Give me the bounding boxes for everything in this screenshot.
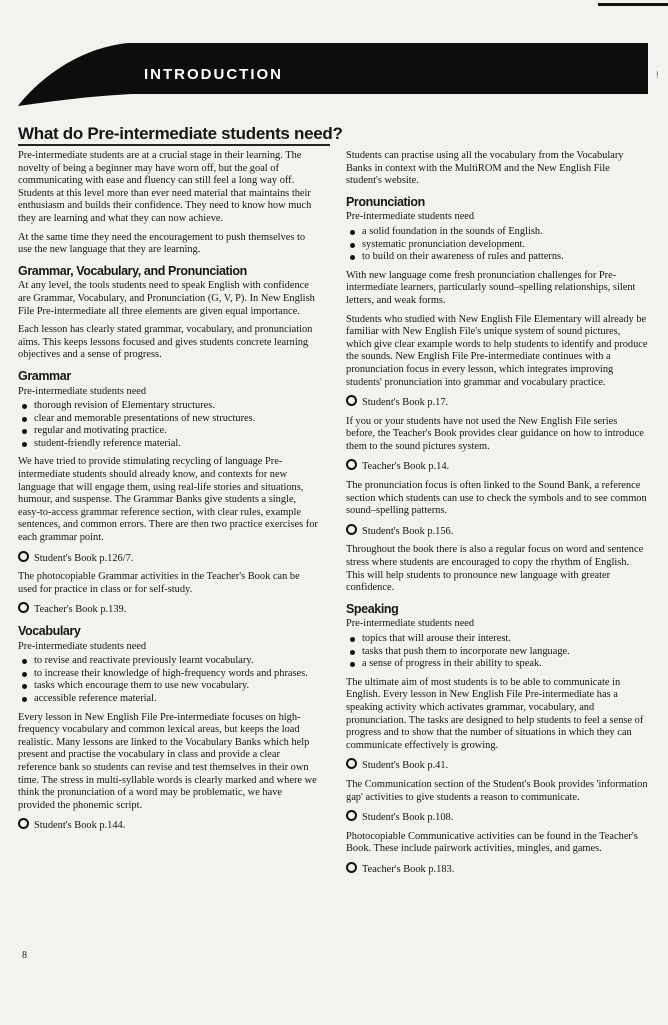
pronunciation-list xyxy=(346,226,648,264)
reference-line xyxy=(18,602,318,617)
pronunciation-paragraph-1: With new language come fresh pronunciation challenges for Pre-intermediate learners, particularly sound–spelling relationships, silent letters, and weak forms. xyxy=(346,269,636,306)
list-item: student-friendly reference material. xyxy=(34,438,318,451)
list-item: topics that will arouse their interest. xyxy=(362,633,648,646)
reference-icon xyxy=(18,551,29,562)
speaking-paragraph-1: The ultimate aim of most students is to be able to communicate in English. Every lesson in New English File Pre-intermediate has a speaking activity which activates grammar, vocabulary, and pronunciation. The tasks are designed to help students to feel a sense of progress and to show that the number of situations in which they can communicate effectively is growing. xyxy=(346,676,644,751)
side-mark: ! xyxy=(656,70,659,80)
list-item: thorough revision of Elementary structures. xyxy=(34,400,318,413)
list-item: tasks that push them to incorporate new language. xyxy=(362,646,648,659)
list-item: accessible reference material. xyxy=(34,693,318,706)
grammar-need: Pre-intermediate students need xyxy=(18,385,147,397)
pronunciation-need: Pre-intermediate students need xyxy=(346,211,475,223)
vocabulary-paragraph: Every lesson in New English File Pre-intermediate focuses on high-frequency vocabulary and common lexical areas, but keeps the load realistic. Many lessons are linked to the Vocabulary Banks which help present and practise the vocabulary in class and provide a clear reference bank so students can revise and test themselves in their own time. The stress in multi-syllable words is clearly marked and where we think the pronunciation of a word may be problematic, we have provided the phonemic script. xyxy=(18,711,317,811)
left-column xyxy=(18,150,318,839)
gvp-paragraph-2: Each lesson has clearly stated grammar, vocabulary, and pronunciation aims. This keeps lessons focused and gives students concrete learning objectives and a sense of progress. xyxy=(18,324,313,361)
pronunciation-heading: Pronunciation xyxy=(346,194,425,209)
intro-paragraph-1: Pre-intermediate students are at a crucial stage in their learning. The novelty of being a beginner may have worn off, but the goal of communicating with ease and fluency can still feel a long way off. Students at this level more than ever need material that maintains their enthusiasm and builds their confidence. They need to know how much they are learning and what they can now achieve. xyxy=(18,150,312,224)
grammar-heading: Grammar xyxy=(18,368,71,383)
vocabulary-need: Pre-intermediate students need xyxy=(18,640,147,652)
list-item: clear and memorable presentations of new structures. xyxy=(34,413,318,426)
vocabulary-list xyxy=(18,655,318,705)
reference-line xyxy=(346,459,648,474)
reference-icon xyxy=(346,758,357,769)
list-item: a sense of progress in their ability to speak. xyxy=(362,658,648,671)
pronunciation-paragraph-5: Throughout the book there is also a regular focus on word and sentence stress where students are encouraged to copy the rhythm of English. This will help students to pronounce new language with greater confidence. xyxy=(346,544,644,594)
list-item: a solid foundation in the sounds of English. xyxy=(362,226,648,239)
gvp-paragraph-1: At any level, the tools students need to speak English with confidence are Grammar, Vocabulary, and Pronunciation (G, V, P). In New English File Pre-intermediate all three elements are given equal importance. xyxy=(18,280,315,317)
reference-icon xyxy=(346,862,357,873)
speaking-paragraph-2: The Communication section of the Student's Book provides 'information gap' activities to give students a reason to communicate. xyxy=(346,778,648,803)
reference-text: Student's Book p.17. xyxy=(362,397,449,409)
corner-mark xyxy=(598,3,668,6)
reference-text: Student's Book p.108. xyxy=(362,812,454,824)
reference-line xyxy=(346,758,648,773)
pronunciation-paragraph-2: Students who studied with New English File Elementary will already be familiar with New English File's unique system of sound pictures, which give clear example words to help students to identify and produce the sounds. New English File Pre-intermediate continues with a pronunciation focus in every lesson, which integrates improving students' pronunciation into grammar and vocabulary practice. xyxy=(346,313,648,388)
reference-icon xyxy=(18,602,29,613)
page-heading: What do Pre-intermediate students need? xyxy=(18,124,343,143)
heading-rule xyxy=(18,144,330,146)
reference-text: Teacher's Book p.183. xyxy=(362,863,455,875)
list-item: systematic pronunciation development. xyxy=(362,239,648,252)
reference-text: Student's Book p.144. xyxy=(34,820,126,832)
grammar-paragraph-2: The photocopiable Grammar activities in the Teacher's Book can be used for practice in class or for self-study. xyxy=(18,571,300,595)
reference-text: Student's Book p.41. xyxy=(362,760,449,772)
gvp-heading: Grammar, Vocabulary, and Pronunciation xyxy=(18,263,247,278)
speaking-need: Pre-intermediate students need xyxy=(346,618,475,630)
banner-shape xyxy=(18,43,648,106)
reference-icon xyxy=(346,459,357,470)
speaking-list xyxy=(346,633,648,671)
reference-text: Teacher's Book p.14. xyxy=(362,461,450,473)
list-item: to revise and reactivate previously learnt vocabulary. xyxy=(34,655,318,668)
grammar-paragraph-1: We have tried to provide stimulating recycling of language Pre-intermediate students should already know, and contexts for new language that will engage them, using real-life stories and situations, humour, and suspense. The Grammar Banks give students a single, easy-to-access grammar reference section, with clear rules, example sentences, and common errors. There are then two practice exercises for each grammar point. xyxy=(18,456,318,544)
reference-icon xyxy=(346,524,357,535)
pronunciation-paragraph-4: The pronunciation focus is often linked to the Sound Bank, a reference section which students can use to check the symbols and to see common sound–spelling patterns. xyxy=(346,480,647,517)
reference-icon xyxy=(18,818,29,829)
reference-line xyxy=(18,551,318,566)
reference-text: Student's Book p.156. xyxy=(362,525,454,537)
reference-icon xyxy=(346,395,357,406)
reference-text: Student's Book p.126/7. xyxy=(34,552,134,564)
page-number: 8 xyxy=(22,950,27,961)
list-item: regular and motivating practice. xyxy=(34,425,318,438)
list-item: to increase their knowledge of high-frequency words and phrases. xyxy=(34,668,318,681)
reference-line xyxy=(346,810,648,825)
list-item: to build on their awareness of rules and patterns. xyxy=(362,251,648,264)
intro-paragraph-2: At the same time they need the encouragement to push themselves to use the new language that they are learning. xyxy=(18,231,306,256)
list-item: tasks which encourage them to use new vocabulary. xyxy=(34,680,318,693)
reference-line xyxy=(346,395,648,410)
vocabulary-heading: Vocabulary xyxy=(18,624,81,638)
section-banner xyxy=(18,40,648,106)
grammar-list xyxy=(18,400,318,450)
speaking-heading: Speaking xyxy=(346,601,399,616)
pronunciation-paragraph-3: If you or your students have not used the New English File series before, the Teacher's Book provides clear guidance on how to introduce them to the sound pictures system. xyxy=(346,415,644,452)
banner-title: INTRODUCTION xyxy=(144,66,283,83)
reference-line xyxy=(18,818,318,833)
right-column xyxy=(346,150,648,883)
reference-icon xyxy=(346,810,357,821)
reference-text: Teacher's Book p.139. xyxy=(34,604,127,616)
vocabulary-continued: Students can practise using all the vocabulary from the Vocabulary Banks in context with the MultiROM and the New English File student's website. xyxy=(346,150,624,187)
speaking-paragraph-3: Photocopiable Communicative activities can be found in the Teacher's Book. These include pairwork activities, mingles, and games. xyxy=(346,830,638,855)
reference-line xyxy=(346,524,648,539)
reference-line xyxy=(346,862,648,877)
